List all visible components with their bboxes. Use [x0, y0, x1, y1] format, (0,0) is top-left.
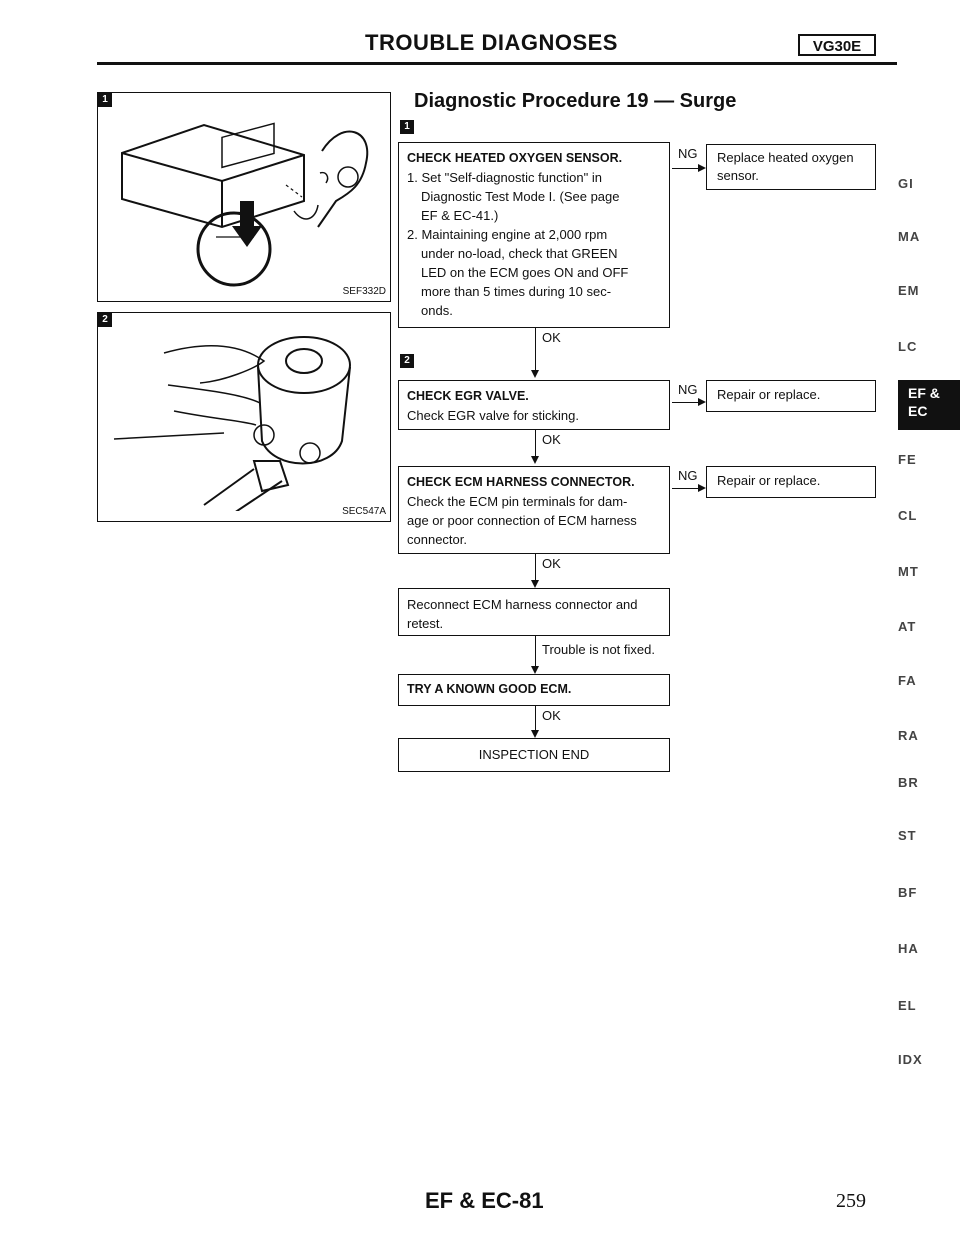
step-5-ok-line	[535, 706, 536, 730]
side-tab-active-line-2: EC	[908, 403, 928, 419]
step-1-ok-arrowhead	[531, 370, 539, 378]
side-tab-lc[interactable]: LC	[898, 339, 918, 354]
step-3-ng-result-box	[706, 466, 876, 498]
step-2-ng-label: NG	[678, 382, 698, 397]
step-3-line-2: age or poor connection of ECM harness	[407, 513, 637, 528]
side-tab-fa[interactable]: FA	[898, 673, 917, 688]
side-tab-cl[interactable]: CL	[898, 508, 918, 523]
step-3-box	[398, 466, 670, 554]
side-tab-br[interactable]: BR	[898, 775, 919, 790]
figure-1-marker: 1	[98, 93, 112, 107]
egr-valve-illustration	[104, 321, 386, 511]
step-2-ok-label: OK	[542, 432, 561, 447]
side-tab-fe[interactable]: FE	[898, 452, 917, 467]
step-5-heading: TRY A KNOWN GOOD ECM.	[407, 682, 572, 696]
step-3-ng-label: NG	[678, 468, 698, 483]
side-tab-idx[interactable]: IDX	[898, 1052, 923, 1067]
inspection-end-text: INSPECTION END	[478, 747, 590, 762]
header-rule	[97, 62, 897, 65]
side-tab-st[interactable]: ST	[898, 828, 917, 843]
step-3-ok-line	[535, 554, 536, 580]
step-2-heading: CHECK EGR VALVE.	[407, 389, 529, 403]
step-3-ng-arrow	[672, 488, 698, 489]
step-1-line-8: onds.	[421, 303, 453, 318]
step-2-ng-arrow	[672, 402, 698, 403]
step-1-line-4: 2. Maintaining engine at 2,000 rpm	[407, 227, 608, 242]
figure-2-marker: 2	[98, 313, 112, 327]
step-1-marker: 1	[400, 120, 414, 134]
step-1-heading: CHECK HEATED OXYGEN SENSOR.	[407, 151, 623, 165]
step-1-ng-arrow	[672, 168, 698, 169]
figure-1-panel	[97, 92, 391, 302]
footer-section-code: EF & EC-81	[425, 1188, 544, 1213]
figure-1-code: SEF332D	[342, 286, 386, 297]
step-5-box	[398, 674, 670, 706]
step-1-ok-label: OK	[542, 330, 561, 345]
side-tab-ra[interactable]: RA	[898, 728, 919, 743]
footer-page-number: 259	[836, 1190, 866, 1212]
step-3-ok-label: OK	[542, 556, 561, 571]
figure-2-code: SEC547A	[342, 506, 386, 517]
ecm-inspection-illustration	[104, 101, 386, 291]
step-4-line-1: Reconnect ECM harness connector and	[407, 597, 638, 612]
step-2-ok-arrowhead	[531, 456, 539, 464]
step-4-box	[398, 588, 670, 636]
step-1-box	[398, 142, 670, 328]
step-2-marker: 2	[400, 354, 414, 368]
step-1-ng-result-box	[706, 144, 876, 190]
step-3-line-1: Check the ECM pin terminals for dam-	[407, 494, 628, 509]
side-tab-at[interactable]: AT	[898, 619, 917, 634]
side-tab-ma[interactable]: MA	[898, 229, 921, 244]
side-tab-ef-ec-active[interactable]	[898, 380, 960, 430]
step-2-line-1: Check EGR valve for sticking.	[407, 408, 579, 423]
procedure-title: Diagnostic Procedure 19 — Surge	[414, 90, 737, 112]
step-1-ok-line	[535, 328, 536, 370]
step-2-ok-line	[535, 430, 536, 456]
step-1-line-7: more than 5 times during 10 sec-	[421, 284, 612, 299]
step-3-ok-arrowhead	[531, 580, 539, 588]
step-4-result-arrowhead	[531, 666, 539, 674]
step-3-ng-result: Repair or replace.	[717, 473, 821, 488]
step-2-ng-arrowhead	[698, 398, 706, 406]
step-2-box	[398, 380, 670, 430]
step-3-ng-arrowhead	[698, 484, 706, 492]
side-tab-el[interactable]: EL	[898, 998, 917, 1013]
step-1-ng-arrowhead	[698, 164, 706, 172]
step-1-ng-result: Replace heated oxygen sensor.	[717, 150, 854, 183]
figure-2-panel	[97, 312, 391, 522]
step-4-line-2: retest.	[407, 616, 444, 631]
step-4-result-line	[535, 636, 536, 666]
side-tab-bf[interactable]: BF	[898, 885, 918, 900]
side-tab-em[interactable]: EM	[898, 283, 920, 298]
side-tab-ha[interactable]: HA	[898, 941, 919, 956]
model-badge: VG30E	[798, 34, 876, 56]
step-1-line-1: 1. Set "Self-diagnostic function" in	[407, 170, 602, 185]
side-tab-mt[interactable]: MT	[898, 564, 919, 579]
step-2-ng-result-box	[706, 380, 876, 412]
step-1-ng-label: NG	[678, 146, 698, 161]
step-3-line-3: connector.	[407, 532, 467, 547]
side-tab-gi[interactable]: GI	[898, 176, 914, 191]
side-tab-active-line-1: EF &	[908, 385, 940, 401]
step-1-line-5: under no-load, check that GREEN	[421, 246, 618, 261]
page-title: TROUBLE DIAGNOSES	[365, 30, 618, 55]
step-2-ng-result: Repair or replace.	[717, 387, 821, 402]
step-1-line-3: EF & EC-41.)	[421, 208, 499, 223]
step-1-line-6: LED on the ECM goes ON and OFF	[421, 265, 629, 280]
step-4-result-label: Trouble is not fixed.	[542, 642, 655, 657]
step-5-ok-arrowhead	[531, 730, 539, 738]
step-1-line-2: Diagnostic Test Mode I. (See page	[421, 189, 620, 204]
step-5-ok-label: OK	[542, 708, 561, 723]
inspection-end-box	[398, 738, 670, 772]
step-3-heading: CHECK ECM HARNESS CONNECTOR.	[407, 475, 635, 489]
